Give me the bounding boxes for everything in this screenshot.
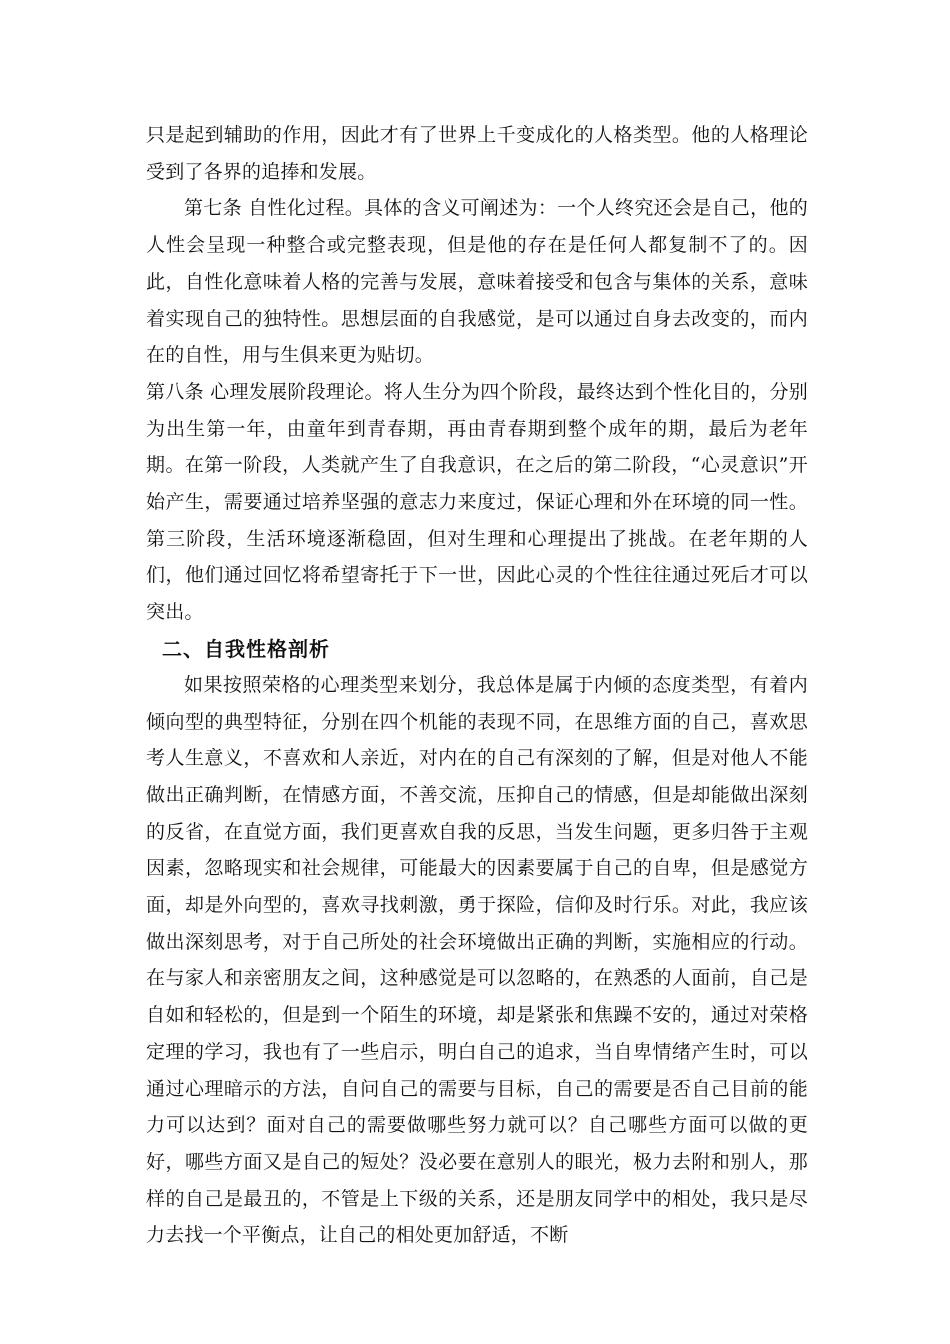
document-page (146, 117, 808, 1254)
paragraph-personality-types: 只是起到辅助的作用，因此才有了世界上千变成化的人格类型。他的人格理论受到了各界的追捧和发展。 (146, 124, 808, 183)
section-heading: 二、自我性格剖析 (162, 636, 330, 661)
paragraph-article-seven: 第七条 自性化过程。具体的含义可阐述为：一个人终究还会是自己，他的人性会呈现一种整合或完整表现，但是他的存在是任何人都复制不了的。因此，自性化意味着人格的完善与发展，意味着接受和包含与集体的关系，意味着实现自己的独特性。思想层面的自我感觉，是可以通过自身去改变的，而内在的自性，用与生俱来更为贴切。 (146, 197, 808, 367)
paragraph-article-eight: 第八条 心理发展阶段理论。将人生分为四个阶段，最终达到个性化目的，分别为出生第一年，由童年到青春期，再由青春期到整个成年的期，最后为老年期。在第一阶段，人类就产生了自我意识，在之后的第二阶段，“心灵意识”开始产生，需要通过培养坚强的意志力来度过，保证心理和外在环境的同一性。第三阶段，生活环境逐渐稳固，但对生理和心理提出了挑战。在老年期的人们，他们通过回忆将希望寄托于下一世，因此心灵的个性往往通过死后才可以突出。 (146, 380, 808, 624)
paragraph-self-analysis: 如果按照荣格的心理类型来划分，我总体是属于内倾的态度类型，有着内倾向型的典型特征，分别在四个机能的表现不同，在思维方面的自己，喜欢思考人生意义，不喜欢和人亲近，对内在的自己有深刻的了解，但是对他人不能做出正确判断，在情感方面，不善交流，压抑自己的情感，但是却能做出深刻的反省，在直觉方面，我们更喜欢自我的反思，当发生问题，更多归咎于主观因素，忽略现实和社会规律，可能最大的因素要属于自己的自卑，但是感觉方面，却是外向型的，喜欢寻找刺激，勇于探险，信仰及时行乐。对此，我应该做出深刻思考，对于自己所处的社会环境做出正确的判断，实施相应的行动。在与家人和亲密朋友之间，这种感觉是可以忽略的，在熟悉的人面前，自己是自如和轻松的，但是到一个陌生的环境，却是紧张和焦躁不安的，通过对荣格定理的学习，我也有了一些启示，明白自己的追求，当自卑情绪产生时，可以通过心理暗示的方法，自问自己的需要与目标，自己的需要是否自己目前的能力可以达到？面对自己的需要做哪些努力就可以？自己哪些方面可以做的更好，哪些方面又是自己的短处？没必要在意别人的眼光，极力去附和别人，那样的自己是最丑的，不管是上下级的关系，还是朋友同学中的相处，我只是尽力去找一个平衡点，让自己的相处更加舒适，不断 (146, 673, 808, 1247)
